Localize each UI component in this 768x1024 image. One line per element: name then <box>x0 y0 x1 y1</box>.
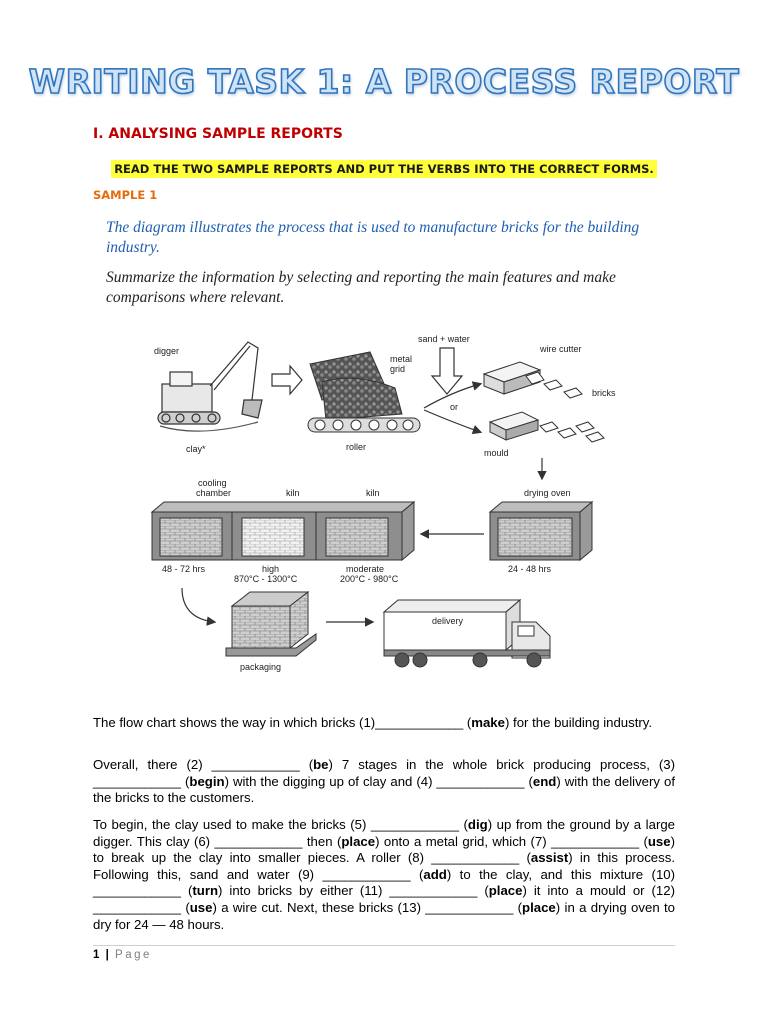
paragraph-text: ) for the building industry. <box>504 715 653 730</box>
mould-illustration <box>490 412 604 442</box>
paragraph-text: ) to the clay, and this mixture (10) ____________ ( <box>93 866 676 899</box>
label-time-drying: 24 - 48 hrs <box>508 564 552 574</box>
verb-prompt: use <box>647 833 671 849</box>
label-sand-water: sand + water <box>418 334 470 344</box>
instruction-text: READ THE TWO SAMPLE REPORTS AND PUT THE VERBS INTO THE CORRECT FORMS. <box>111 160 657 178</box>
paragraph-text: ) in a drying oven to dry for 24 — 48 hours. <box>93 899 675 932</box>
label-moderate-temp: 200°C - 980°C <box>340 574 399 584</box>
footer-separator: | <box>105 949 109 961</box>
label-or: or <box>450 402 459 412</box>
verb-prompt: use <box>189 899 213 915</box>
verb-prompt: place <box>522 899 556 915</box>
label-time-cooling: 48 - 72 hrs <box>162 564 206 574</box>
paragraph-text: ) 7 stages in the whole brick producing process, (3) ____________ ( <box>93 757 675 789</box>
verb-prompt: begin <box>189 773 225 789</box>
label-digger: digger <box>154 346 180 356</box>
label-moderate: moderate <box>346 564 385 574</box>
paragraph-text: ) into bricks by either (11) ____________ ( <box>218 883 489 899</box>
paragraph-text: ) up from the ground by a large digger. This clay (6) ____________ then ( <box>93 817 675 849</box>
label-bricks: bricks <box>592 388 616 398</box>
label-delivery: delivery <box>432 616 464 626</box>
verb-prompt: be <box>313 757 329 772</box>
page-footer <box>93 949 152 961</box>
label-wire-cutter: wire cutter <box>540 344 582 354</box>
arrow-to-packaging <box>182 588 214 622</box>
task-prompt-instruction: Summarize the information by selecting and reporting the main features and make comparisons where relevant. <box>106 269 616 306</box>
delivery-truck-illustration <box>384 600 550 667</box>
label-metal: metal <box>390 354 413 364</box>
paragraph-text: ) it into a mould or (12) ____________ ( <box>93 883 675 915</box>
label-kiln-1: kiln <box>286 488 300 498</box>
paragraph-text: ) with the delivery of the bricks to the customers. <box>93 773 675 806</box>
label-high-temp: 870°C - 1300°C <box>234 574 298 584</box>
paragraph-text: The flow chart shows the way in which bricks (1)____________ ( <box>93 715 472 730</box>
report-paragraph-1 <box>93 715 675 732</box>
verb-prompt: place <box>341 833 376 849</box>
label-packaging: packaging <box>240 662 282 672</box>
paragraph-text: ) to break up the clay into smaller pieces. A roller (8) ____________ ( <box>93 833 675 866</box>
page-title: WRITING TASK 1: A PROCESS REPORT <box>28 62 740 101</box>
paragraph-text: ) a wire cut. Next, these bricks (13) ____________ ( <box>212 899 523 915</box>
paragraph-text: Overall, there (2) ____________ ( <box>93 757 314 772</box>
label-high: high <box>262 564 280 574</box>
page-number: 1 <box>93 949 100 961</box>
arrow-sand-water <box>432 348 462 394</box>
label-metal-grid: grid <box>390 364 406 374</box>
verb-prompt: assist <box>530 850 569 866</box>
label-roller: roller <box>346 442 367 452</box>
footer-divider <box>93 945 675 946</box>
packaging-illustration <box>226 592 316 656</box>
sample-label: SAMPLE 1 <box>93 188 158 202</box>
paragraph-text: To begin, the clay used to make the bricks (5) ____________ ( <box>93 817 468 832</box>
report-paragraph-2 <box>93 757 675 807</box>
instruction-banner <box>0 160 768 178</box>
kiln-chambers <box>152 502 414 560</box>
drying-oven-illustration <box>490 502 592 560</box>
paragraph-text: ) in this process. Following this, sand and water (9) ____________ ( <box>93 850 675 882</box>
verb-prompt: dig <box>467 817 488 832</box>
verb-prompt: end <box>532 773 557 789</box>
page-label: Page <box>115 949 152 961</box>
task-prompt-description: The diagram illustrates the process that is used to manufacture bricks for the building industry. <box>106 219 640 256</box>
paragraph-text: ) with the digging up of clay and (4) ____________ ( <box>224 773 533 789</box>
verb-prompt: turn <box>192 883 219 899</box>
verb-prompt: place <box>488 883 523 899</box>
report-paragraph-3 <box>93 817 675 933</box>
label-cooling-chamber: chamber <box>196 488 232 498</box>
arrow-digger-to-grid <box>272 366 302 394</box>
label-kiln-2: kiln <box>366 488 380 498</box>
label-cooling-1: cooling <box>198 478 227 488</box>
label-drying-oven: drying oven <box>524 488 571 498</box>
brick-process-diagram <box>140 322 660 692</box>
paragraph-text: ) onto a metal grid, which (7) ____________ ( <box>375 833 648 849</box>
verb-prompt: add <box>423 866 447 882</box>
verb-prompt: make <box>471 715 505 730</box>
arrow-to-mould <box>424 410 480 432</box>
label-mould: mould <box>484 448 509 458</box>
wire-cutter-illustration <box>484 362 582 398</box>
section-heading: I. ANALYSING SAMPLE REPORTS <box>93 126 343 142</box>
label-clay: clay* <box>186 444 206 454</box>
